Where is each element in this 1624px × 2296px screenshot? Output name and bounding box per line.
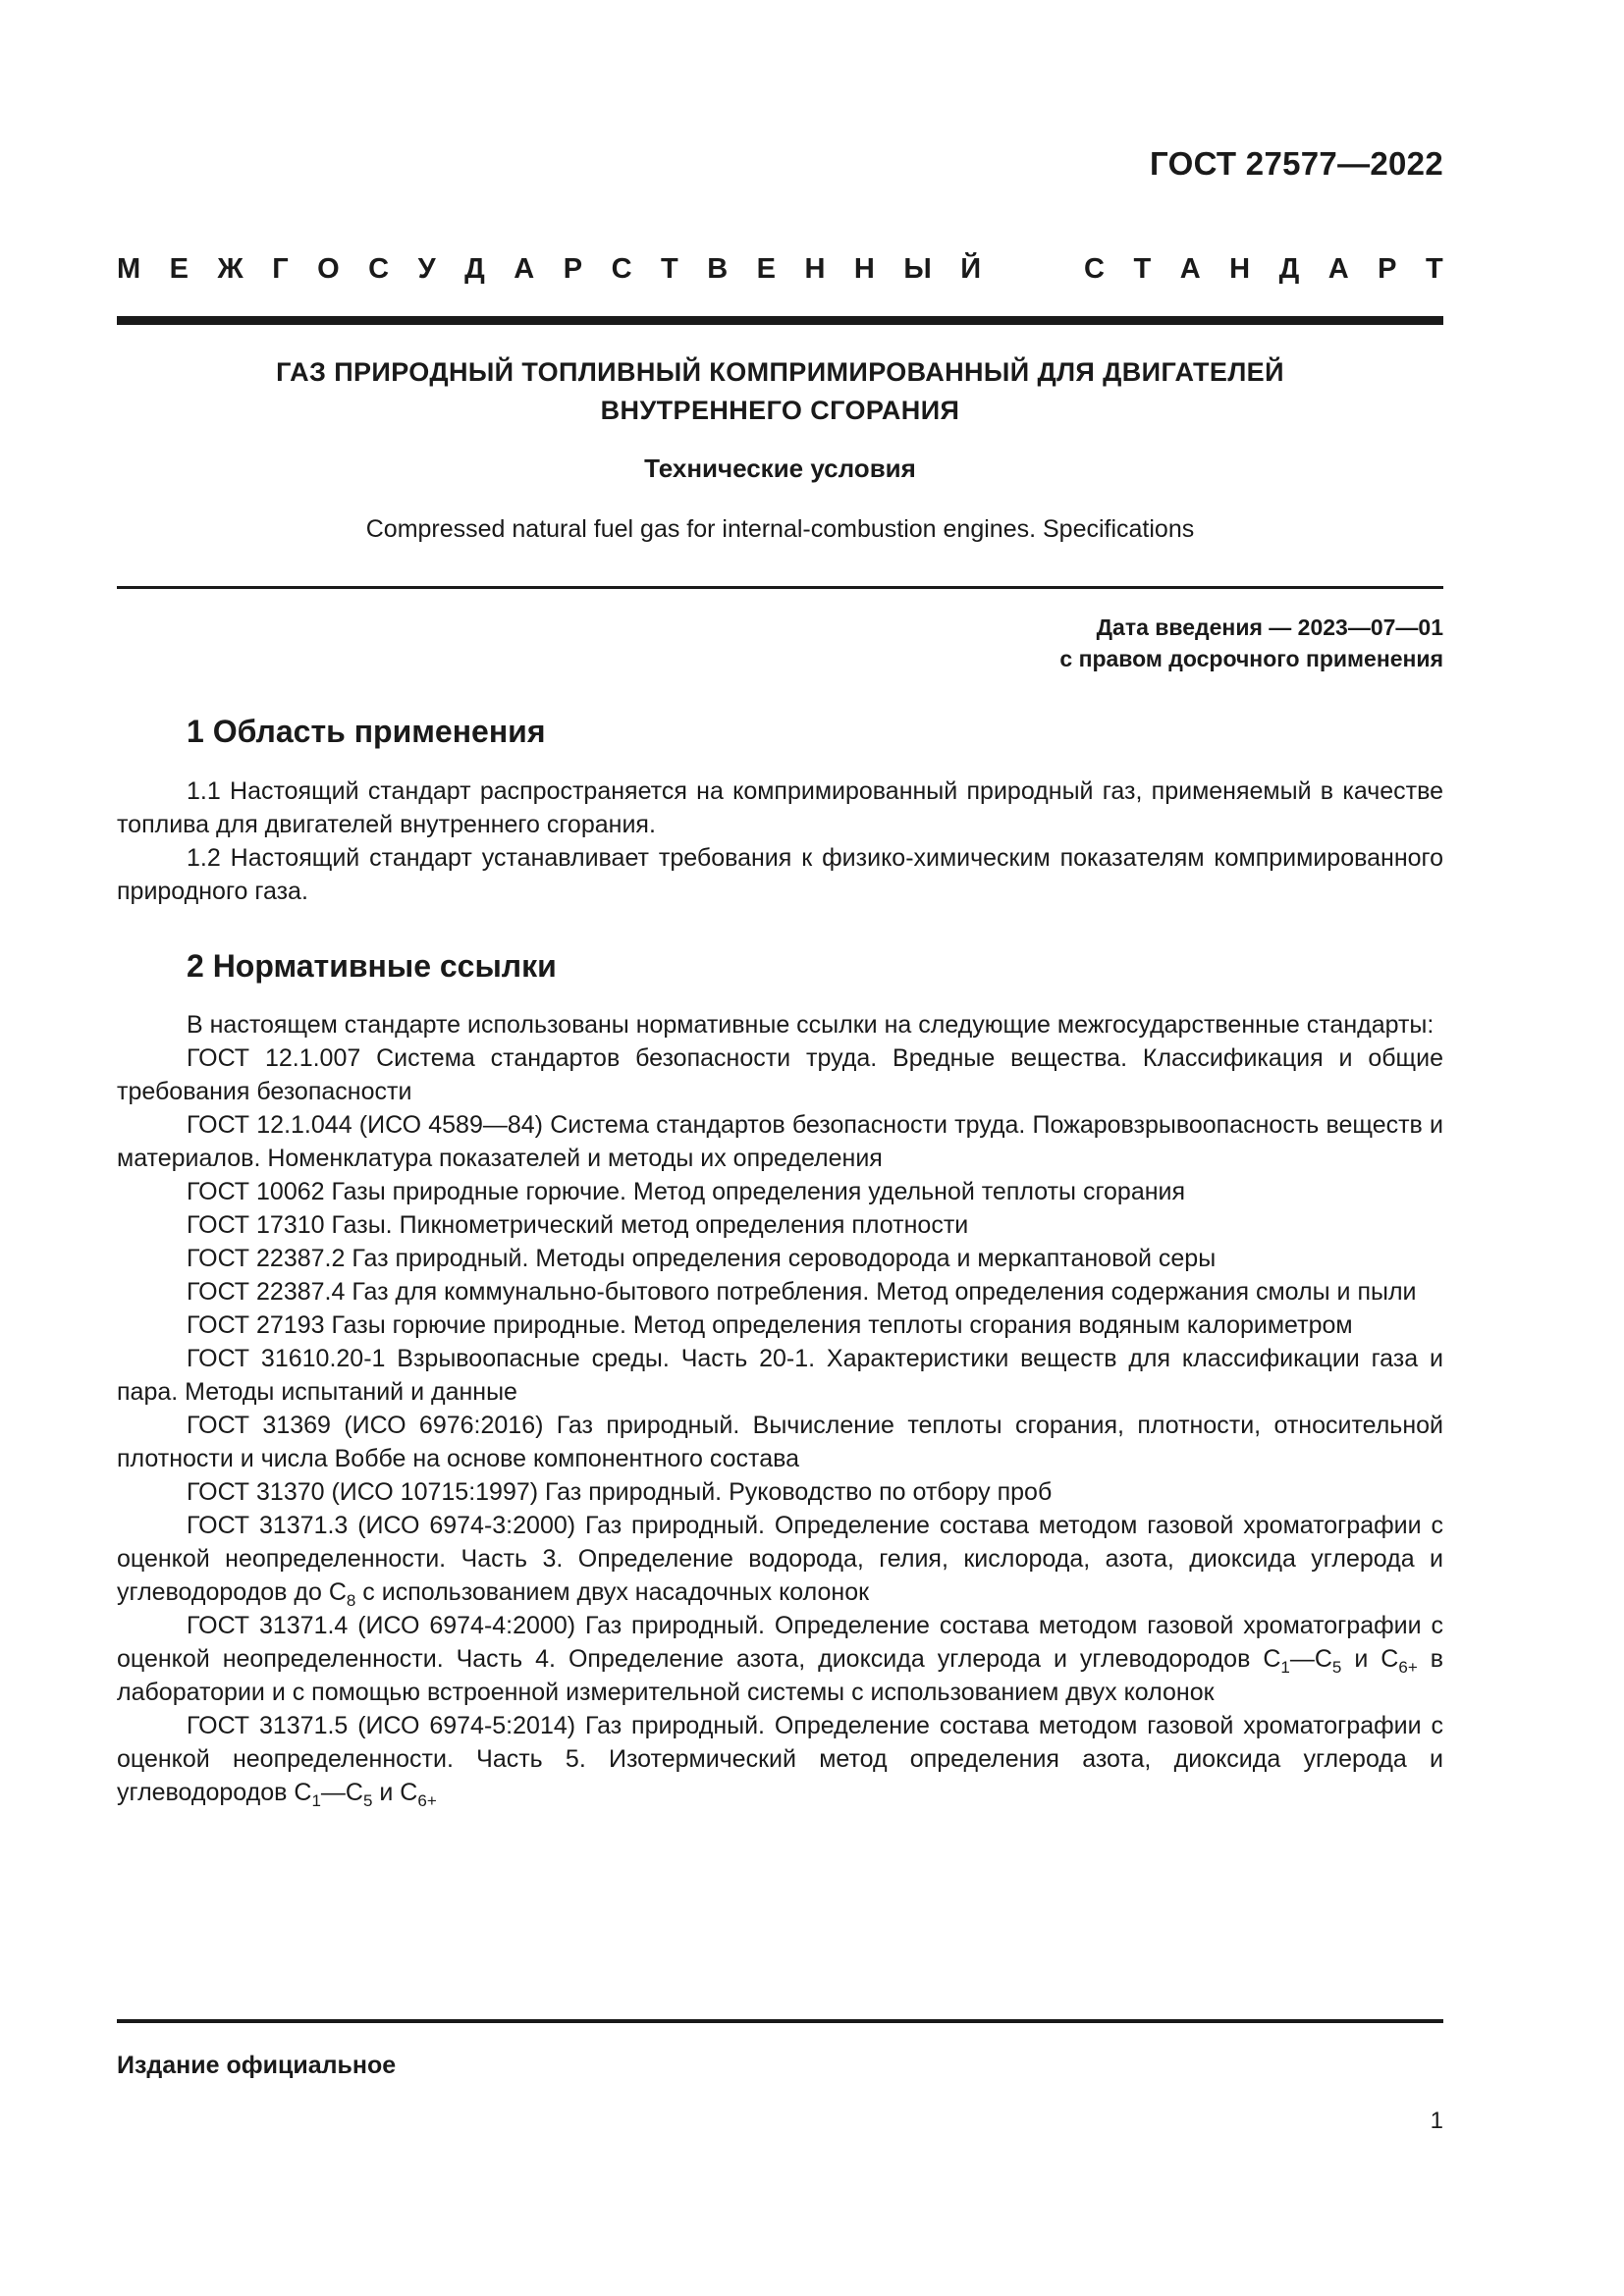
banner-letter: А [1327, 253, 1349, 285]
banner-letter: Е [756, 253, 776, 285]
banner-letter: А [1179, 253, 1201, 285]
section-1-heading: 1 Область применения [187, 714, 546, 749]
introduction-date [1059, 612, 1443, 674]
section-2-heading: 2 Нормативные ссылки [187, 948, 557, 984]
banner-letter: Д [1278, 253, 1300, 285]
banner-letter: М [117, 253, 141, 285]
title-rule [117, 586, 1443, 589]
reference-item: ГОСТ 31371.3 (ИСО 6974-3:2000) Газ природный. Определение состава методом газовой хроматографии с оценкой неопределенности. Часть 3. Определение водорода, гелия, кислорода, азота, диоксида углерода и углеводородов до $С_8$ с использованием двух насадочных колонок [117, 1512, 1443, 1610]
banner-letter: Й [960, 253, 982, 285]
banner-letter: Н [853, 253, 875, 285]
banner-letter: Ж [217, 253, 244, 285]
banner-letter: О [317, 253, 340, 285]
paragraph-1-2: 1.2 Настоящий стандарт устанавливает требования к физико-химическим показателям компримированного природного газа. [117, 844, 1443, 905]
reference-item: ГОСТ 12.1.044 (ИСО 4589—84) Система стандартов безопасности труда. Пожаровзрывоопасность веществ и материалов. Номенклатура показателей и методы их определения [117, 1111, 1443, 1172]
banner-letter: Р [563, 253, 583, 285]
banner-letter: Г [272, 253, 289, 285]
banner-letter: Р [1378, 253, 1397, 285]
reference-item: ГОСТ 12.1.007 Система стандартов безопасности труда. Вредные вещества. Классификация и общие требования безопасности [117, 1044, 1443, 1105]
early-application-line: с правом досрочного применения [1059, 646, 1443, 671]
reference-item: ГОСТ 27193 Газы горючие природные. Метод определения теплоты сгорания водяным калориметром [187, 1311, 1353, 1339]
paragraph-1-1: 1.1 Настоящий стандарт распространяется на компримированный природный газ, применяемый в качестве топлива для двигателей внутреннего сгорания. [117, 777, 1443, 838]
reference-item: ГОСТ 10062 Газы природные горючие. Метод определения удельной теплоты сгорания [187, 1178, 1186, 1205]
banner-letter: А [514, 253, 535, 285]
reference-item: ГОСТ 22387.2 Газ природный. Методы определения сероводорода и меркаптановой серы [187, 1245, 1217, 1272]
banner-letter: В [707, 253, 729, 285]
banner-letter: Е [169, 253, 189, 285]
banner-letter: Т [1425, 253, 1443, 285]
english-title: Compressed natural fuel gas for internal-combustion engines. Specifications [365, 515, 1195, 543]
banner-letter: С [611, 253, 632, 285]
reference-item: ГОСТ 31610.20-1 Взрывоопасные среды. Часть 20-1. Характеристики веществ для классификации газа и пара. Методы испытаний и данные [117, 1345, 1443, 1406]
title-line-2: ВНУТРЕННЕГО СГОРАНИЯ [600, 396, 960, 425]
banner-letter: С [1084, 253, 1105, 285]
document-subtitle: Технические условия [644, 454, 916, 483]
banner-letter: С [368, 253, 390, 285]
references-list [117, 1041, 1443, 1509]
banner-gap [1010, 253, 1056, 286]
reference-item: ГОСТ 31370 (ИСО 10715:1997) Газ природный. Руководство по отбору проб [187, 1478, 1053, 1506]
section-2-intro: В настоящем стандарте использованы нормативные ссылки на следующие межгосударственные стандарты: [187, 1011, 1435, 1039]
banner-letter: У [417, 253, 436, 285]
intro-date-line: Дата введения — 2023—07—01 [1096, 614, 1443, 640]
title-line-1: ГАЗ ПРИРОДНЫЙ ТОПЛИВНЫЙ КОМПРИМИРОВАННЫЙ ДЛЯ ДВИГАТЕЛЕЙ [276, 357, 1284, 387]
banner-letter: Т [661, 253, 678, 285]
banner-letter: Н [804, 253, 826, 285]
reference-item: ГОСТ 17310 Газы. Пикнометрический метод определения плотности [187, 1211, 969, 1239]
banner-letter: Т [1133, 253, 1152, 285]
banner-letter: Ы [903, 253, 932, 285]
section-1-body [117, 774, 1443, 908]
banner-letter: Н [1229, 253, 1251, 285]
interstate-standard-banner [117, 253, 1443, 286]
reference-item: ГОСТ 31371.5 (ИСО 6974-5:2014) Газ природный. Определение состава методом газовой хроматографии с оценкой неопределенности. Часть 5. Изотермический метод определения азота, диоксида углерода и углеводородов $С_1—С_5$ и $С_{6+}$ [117, 1712, 1443, 1810]
banner-letter: Д [464, 253, 485, 285]
reference-item: ГОСТ 31369 (ИСО 6976:2016) Газ природный. Вычисление теплоты сгорания, плотности, относительной плотности и числа Воббе на основе компонентного состава [117, 1412, 1443, 1472]
document-title [117, 353, 1443, 430]
reference-item: ГОСТ 31371.4 (ИСО 6974-4:2000) Газ природный. Определение состава методом газовой хроматографии с оценкой неопределенности. Часть 4. Определение азота, диоксида углерода и углеводородов $С_1—С_5$ и $С_{6+}$ в лаборатории и с помощью встроенной измерительной системы с использованием двух колонок [117, 1612, 1443, 1706]
page-number: 1 [1430, 2108, 1443, 2134]
header-rule [117, 316, 1443, 325]
document-code: ГОСТ 27577—2022 [1150, 145, 1443, 182]
reference-item: ГОСТ 22387.4 Газ для коммунально-бытового потребления. Метод определения содержания смолы и пыли [187, 1278, 1417, 1306]
official-edition-label: Издание официальное [117, 2052, 397, 2079]
footer-rule [117, 2019, 1443, 2023]
section-2-body [117, 1008, 1443, 1809]
